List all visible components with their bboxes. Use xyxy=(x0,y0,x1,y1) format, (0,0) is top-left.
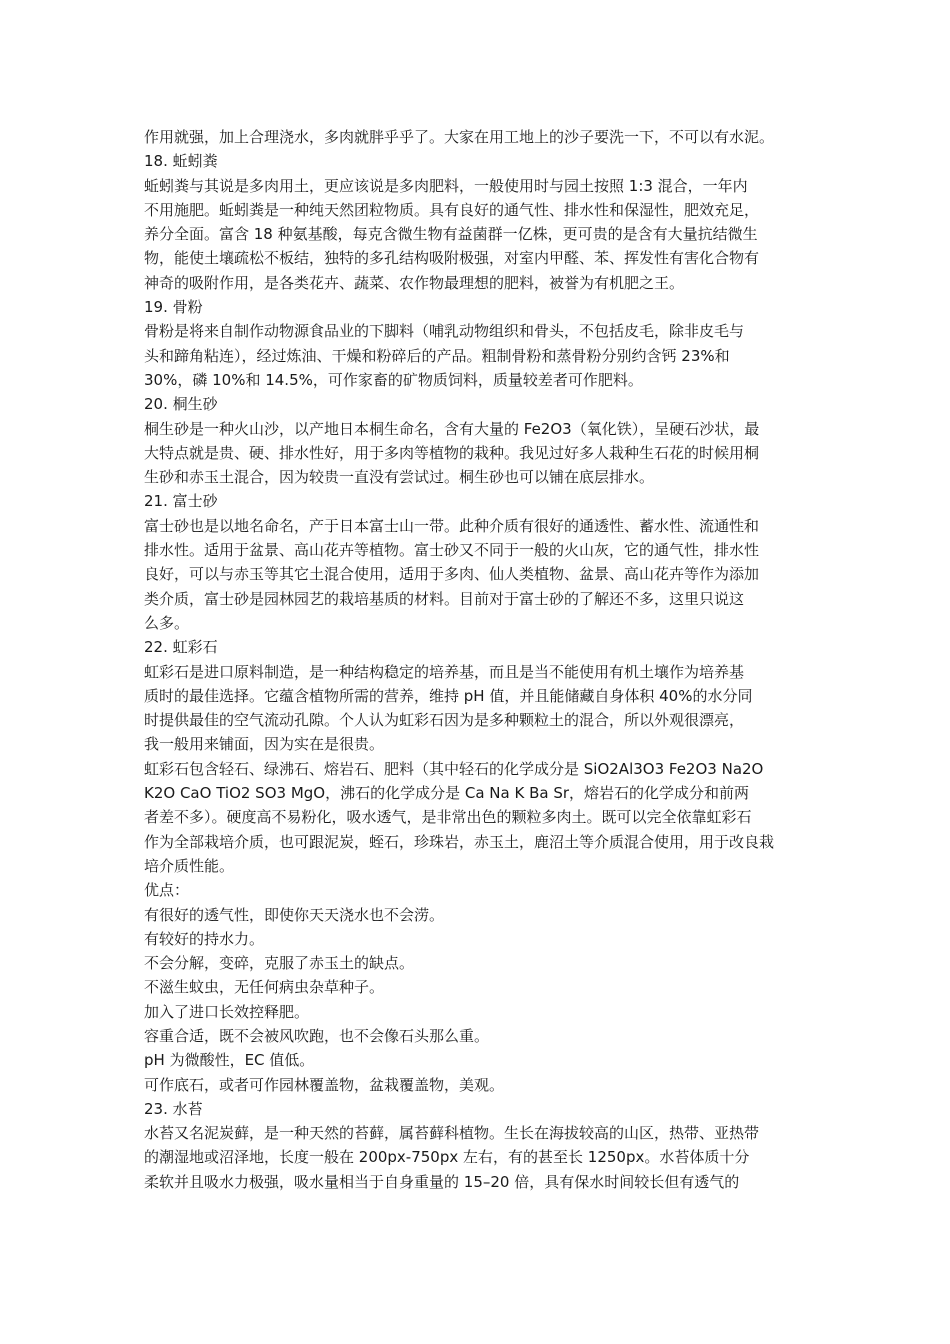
text-line: 有很好的透气性，即使你天天浇水也不会涝。 xyxy=(144,905,445,924)
text-line: 物，能使土壤疏松不板结，独特的多孔结构吸附极强，对室内甲醛、苯、挥发性有害化合物有 xyxy=(144,249,760,268)
text-line: 骨粉是将来自制作动物源食品业的下脚料（哺乳动物组织和骨头，不包括皮毛，除非皮毛与 xyxy=(144,322,745,341)
text-line: 容重合适，既不会被风吹跑，也不会像石头那么重。 xyxy=(144,1026,490,1045)
text-line: 虹彩石是进口原料制造，是一种结构稳定的培养基，而且是当不能使用有机土壤作为培养基 xyxy=(144,662,745,681)
text-line: 的潮湿地或沼泽地，长度一般在 200px-750px 左右，有的甚至长 1250px。水苔体质十分 xyxy=(144,1148,750,1167)
text-line: 生砂和赤玉土混合，因为较贵一直没有尝试过。桐生砂也可以铺在底层排水。 xyxy=(144,468,655,487)
text-line: 富士砂也是以地名命名，产于日本富士山一带。此种介质有很好的通透性、蓄水性、流通性和 xyxy=(144,516,760,535)
text-line: 21. 富士砂 xyxy=(144,492,218,511)
text-line: 水苔又名泥炭藓，是一种天然的苔藓，属苔藓科植物。生长在海拔较高的山区，热带、亚热带 xyxy=(144,1124,760,1143)
text-line: K2O CaO TiO2 SO3 MgO，沸石的化学成分是 Ca Na K Ba Sr，熔岩石的化学成分和前两 xyxy=(144,784,750,803)
text-line: pH 为微酸性，EC 值低。 xyxy=(144,1051,315,1070)
text-line: 22. 虹彩石 xyxy=(144,638,218,657)
text-line: 可作底石，或者可作园林覆盖物，盆栽覆盖物，美观。 xyxy=(144,1075,505,1094)
text-line: 优点： xyxy=(144,881,190,900)
text-line: 桐生砂是一种火山沙，以产地日本桐生命名，含有大量的 Fe2O3（氧化铁），呈硬石沙状，最 xyxy=(144,419,760,438)
text-line: 19. 骨粉 xyxy=(144,298,203,317)
text-line: 虹彩石包含轻石、绿沸石、熔岩石、肥料（其中轻石的化学成分是 SiO2Al3O3 Fe2O3 Na2O xyxy=(144,759,764,778)
text-line: 作为全部栽培介质，也可跟泥炭，蛭石，珍珠岩，赤玉土，鹿沼土等介质混合使用，用于改良栽 xyxy=(144,832,775,851)
text-line: 30%，磷 10%和 14.5%，可作家畜的矿物质饲料，质量较差者可作肥料。 xyxy=(144,370,643,389)
text-line: 时提供最佳的空气流动孔隙。个人认为虹彩石因为是多种颗粒土的混合，所以外观很漂亮， xyxy=(144,711,745,730)
text-line: 培介质性能。 xyxy=(144,856,235,875)
text-line: 20. 桐生砂 xyxy=(144,395,218,414)
text-line: 养分全面。富含 18 种氨基酸，每克含微生物有益菌群一亿株，更可贵的是含有大量抗结微生 xyxy=(144,225,758,244)
text-line: 不会分解，变碎，克服了赤玉土的缺点。 xyxy=(144,954,415,973)
text-line: 么多。 xyxy=(144,613,190,632)
text-line: 头和蹄角粘连），经过炼油、干燥和粉碎后的产品。粗制骨粉和蒸骨粉分别约含钙 23%和 xyxy=(144,346,730,365)
text-line: 柔软并且吸水力极强，吸水量相当于自身重量的 15–20 倍，具有保水时间较长但有透气的 xyxy=(144,1172,740,1191)
text-line: 排水性。适用于盆景、高山花卉等植物。富士砂又不同于一般的火山灰，它的通气性，排水性 xyxy=(144,541,760,560)
text-line: 不用施肥。蚯蚓粪是一种纯天然团粒物质。具有良好的通气性、排水性和保湿性，肥效充足， xyxy=(144,200,760,219)
text-line: 不滋生蚊虫，无任何病虫杂草种子。 xyxy=(144,978,385,997)
text-line: 23. 水苔 xyxy=(144,1099,203,1118)
text-line: 者差不多）。硬度高不易粉化，吸水透气，是非常出色的颗粒多肉土。既可以完全依靠虹彩石 xyxy=(144,808,752,827)
text-line: 作用就强，加上合理浇水，多肉就胖乎乎了。大家在用工地上的沙子要洗一下，不可以有水泥。 xyxy=(144,128,775,146)
text-line: 蚯蚓粪与其说是多肉用土，更应该说是多肉肥料，一般使用时与园土按照 1:3 混合，一年内 xyxy=(144,176,748,195)
text-line: 有较好的持水力。 xyxy=(144,929,265,948)
text-line: 加入了进口长效控释肥。 xyxy=(144,1002,310,1021)
text-line: 我一般用来铺面，因为实在是很贵。 xyxy=(144,735,385,754)
text-line: 大特点就是贵、硬、排水性好，用于多肉等植物的栽种。我见过好多人栽种生石花的时候用桐 xyxy=(144,443,760,462)
text-line: 18. 蚯蚓粪 xyxy=(144,152,218,171)
text-line: 质时的最佳选择。它蕴含植物所需的营养，维持 pH 值，并且能储藏自身体积 40%的水分同 xyxy=(144,686,753,705)
document-body xyxy=(144,125,812,1194)
text-line: 良好，可以与赤玉等其它土混合使用，适用于多肉、仙人类植物、盆景、高山花卉等作为添加 xyxy=(144,565,760,584)
text-line: 神奇的吸附作用，是各类花卉、蔬菜、农作物最理想的肥料，被誉为有机肥之王。 xyxy=(144,273,685,292)
text-line: 类介质，富士砂是园林园艺的栽培基质的材料。目前对于富士砂的了解还不多，这里只说这 xyxy=(144,589,745,608)
